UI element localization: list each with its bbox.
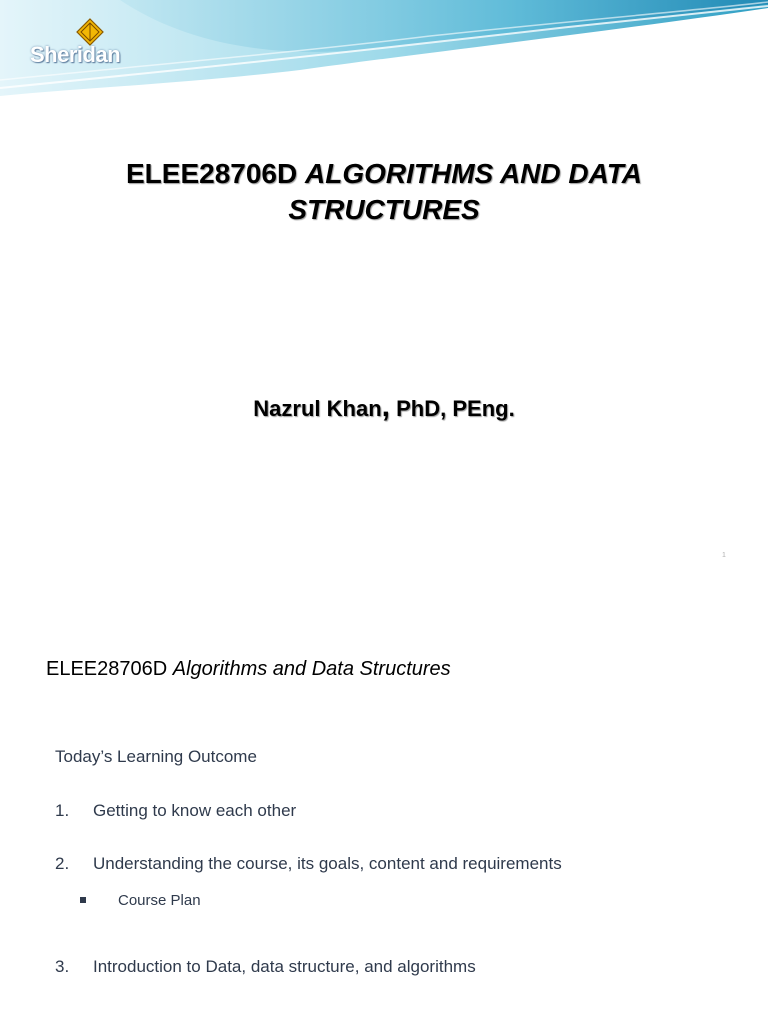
page-number: 1 <box>722 552 726 559</box>
course-name-line2: STRUCTURES <box>288 194 480 225</box>
course-code: ELEE28706D <box>126 158 298 189</box>
course-name-line1: ALGORITHMS AND DATA <box>305 158 642 189</box>
author-credentials: PhD, PEng. <box>396 396 515 421</box>
slide-title <box>46 658 451 681</box>
outcome-slide <box>0 620 768 1024</box>
learning-outcome-heading: Today’s Learning Outcome <box>55 747 257 766</box>
sub-list-text: Course Plan <box>118 892 201 909</box>
slide-title <box>60 156 708 228</box>
list-number: 1. <box>55 801 70 820</box>
logo-wordmark: Sheridan <box>30 42 121 67</box>
square-bullet-icon <box>80 897 86 903</box>
list-text: Introduction to Data, data structure, and algorithms <box>93 957 476 976</box>
list-number: 2. <box>55 854 70 873</box>
slide-separator <box>0 590 768 620</box>
list-number: 3. <box>55 957 70 976</box>
course-name: Algorithms and Data Structures <box>172 658 451 680</box>
author-comma: , <box>381 390 390 423</box>
course-code: ELEE28706D <box>46 658 168 680</box>
list-text: Understanding the course, its goals, content and requirements <box>93 854 562 873</box>
author-name: Nazrul Khan <box>253 396 382 421</box>
list-text: Getting to know each other <box>93 801 297 820</box>
author-line <box>60 390 708 424</box>
